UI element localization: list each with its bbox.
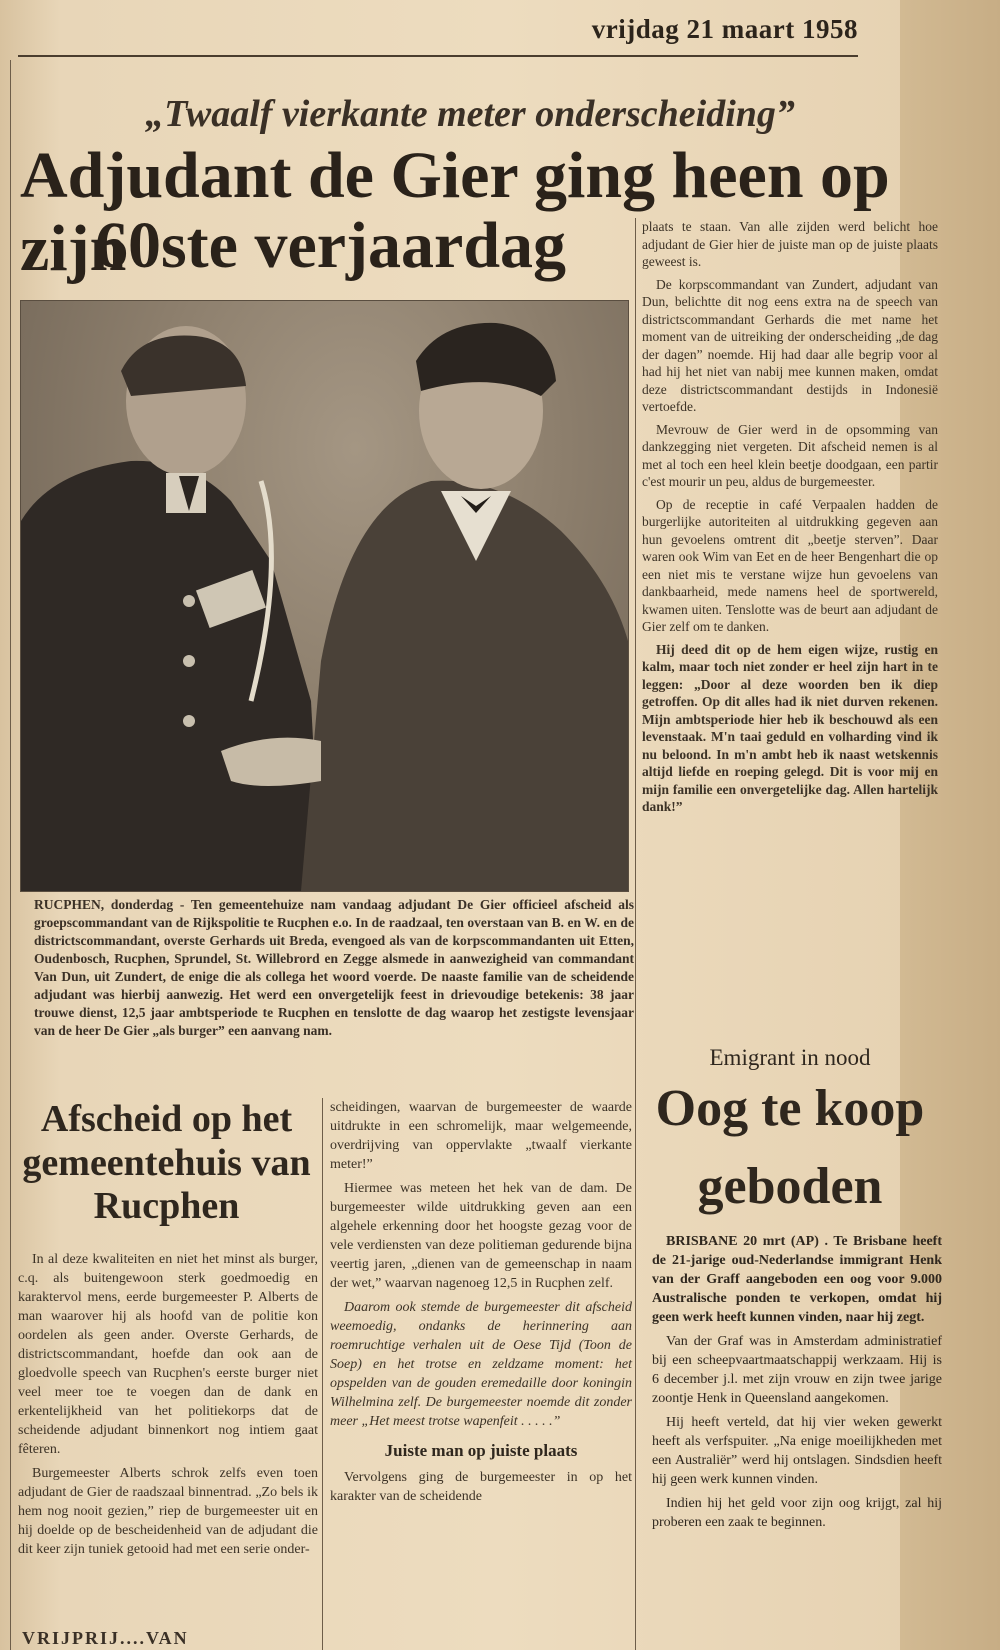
- right-column-paragraph: Mevrouw de Gier werd in de opsomming van dankzegging niet vergeten. Dit afscheid nemen is al met al toch een heel klein beetje doodgaan, een partir c'est mourir un peu, aldus de burgemeester.: [642, 421, 938, 489]
- column-rule-right: [635, 218, 636, 1650]
- officer-figure: [21, 326, 321, 891]
- side-paragraph: Hij heeft verteld, dat hij vier weken gewerkt heeft als verfspuiter. „Na enige moeilijkheden met een Australiër” werd hij ontslagen. Sindsdien heeft hij geen werk kunnen vinden.: [652, 1415, 942, 1487]
- column-2-body: [330, 1098, 632, 1511]
- bottom-stub-headline: VRIJPRIJ....VAN: [22, 1628, 189, 1648]
- column-2-subhead: Juiste man op juiste plaats: [384, 1441, 578, 1460]
- main-headline-2: 60ste verjaardag: [95, 209, 567, 282]
- right-column-quote: Hij deed dit op de hem eigen wijze, rustig en kalm, maar toch niet zonder er heel zijn hart in te leggen: „Door al deze woorden ben ik diep getroffen. Op dit alles had ik niet durven rekenen. Mijn ambtsperiode hier heb ik beschouwd als een levenstaak. M'n taai geduld en volharding vind ik nu beloond. In m'n ambt heb ik naast wetskennis altijd liefde en roeping gelegd. Dit is voor mij en mijn familie een onvergetelijke dag. Allen hartelijk dank!”: [642, 641, 938, 814]
- side-headline-2: geboden: [697, 1158, 883, 1215]
- right-column-paragraph: plaats te staan. Van alle zijden werd belicht hoe adjudant de Gier hier de juiste man op de juiste plaats geweest is.: [642, 219, 938, 269]
- right-column-paragraph: Op de receptie in café Verpaalen hadden de burgerlijke autoriteiten al uitdrukking gegeven aan hun gevoelens omtrent dit „beetje sterven”. Daar waren ook Wim van Eet en de heer Bengenhart die op een niet mis te verstane wijze hun gevoelens van dankbaarheid, mede namens heel de sportwereld, kwamen uiten. Tenslotte was de beurt aan adjudant de Gier zelf om te danken.: [642, 496, 938, 634]
- column-rule-left: [10, 60, 11, 1650]
- side-lead: BRISBANE 20 mrt (AP) . Te Brisbane heeft de 21-jarige oud-Nederlandse immigrant Henk van der Graff aangeboden een oog voor 9.000 Australische ponden te verkopen, omdat hij geen werk heeft kunnen vinden, naar hij zegt.: [652, 1234, 942, 1325]
- column-1-paragraph: Burgemeester Alberts schrok zelfs even toen adjudant de Gier de raadszaal binnentrad. „Zo bels ik hem nog nooit gezien,” riep de burgemeester uit en hij doelde op de bescheidenheid van de adjudant die dit keer zijn tuniek getooid had met een serie onder-: [18, 1466, 318, 1557]
- side-kicker: Emigrant in nood: [709, 1045, 871, 1070]
- side-headline: Oog te koop: [655, 1080, 925, 1137]
- main-headline: Adjudant de Gier ging heen op zijn: [20, 139, 890, 285]
- column-2-paragraph: scheidingen, waarvan de burgemeester de waarde uitdrukte in een schromelijk, maar welgemeende, overdrijving van oppervlakte „twaalf vierkante meter!”: [330, 1100, 632, 1172]
- right-column-body: [642, 218, 938, 821]
- photo-caption: RUCPHEN, donderdag - Ten gemeentehuize nam vandaag adjudant De Gier officieel afscheid als groepscommandant van de Rijkspolitie te Rucphen e.o. In de raadzaal, ten overstaan van B. en W. en de districtscommandant, overste Gerhards uit Breda, evengoed als van de korpscommandanten uit Etten, Oudenbosch, Rucphen, Sprundel, St. Willebrord en Zegge alsmede in aanwezigheid van commandant Van Dun, uit Zundert, de enige die als collega het woord voerde. De naaste familie van de scheidende adjudant was hierbij aanwezig. Het werd een onvergetelijk feest in drievoudige betekenis: 38 jaar trouwe dienst, 12,5 jaar ambtsperiode te Rucphen en tenslotte de dag waarop het zestigste levensjaar van de heer De Gier „als burger” een aanvang nam.: [34, 897, 634, 1038]
- column-2-italic-paragraph: Daarom ook stemde de burgemeester dit afscheid weemoedig, ondanks de herinnering aan roemruchtige verhalen uit de Oese Tijd (Toon de Soep) en het trotse en zeldzame moment: het opspelden van de gouden eremedaille door koningin Wilhelmina zelf. De burgemeester noemde dit zonder meer „Het meest trotse wapenfeit . . . . .”: [330, 1300, 632, 1429]
- column-1-paragraph: In al deze kwaliteiten en niet het minst als burger, c.q. als buitengewoon sterk goedmoedig en karaktervol mens, eerde burgemeester P. Alberts de man waarover hij als hoofd van de politie kon oordelen als geen ander. Overste Gerhards, de districtscommandant, hoefde dan ook aan de gloedvolle speech van Rucphen's eerste burger niet veel meer toe te voegen dan de dank en erkentelijkheid van het politiekorps dat de scheidende adjudant binnenkort nog intiem gaat fêteren.: [18, 1252, 318, 1457]
- date-line: vrijdag 21 maart 1958: [591, 14, 858, 44]
- news-photo: [20, 300, 629, 892]
- photo-illustration: [21, 301, 628, 891]
- side-paragraph: Van der Graf was in Amsterdam administratief bij een scheepvaartmaatschappij werkzaam. Hij is 6 december j.l. met zijn vrouw en zijn twee jarige zoontje Henk in Queensland aangekomen.: [652, 1334, 942, 1406]
- sub-headline: Afscheid op het gemeentehuis van Rucphen: [22, 1098, 311, 1228]
- column-2-paragraph: Vervolgens ging de burgemeester in op het karakter van de scheidende: [330, 1470, 632, 1504]
- side-paragraph: Indien hij het geld voor zijn oog krijgt, zal hij proberen een zaak te beginnen.: [652, 1496, 942, 1530]
- right-column-paragraph: De korpscommandant van Zundert, adjudant van Dun, belichtte dit nog eens extra na de speech van districtscommandant Gerhards die met name het moment van de uitreiking der onderscheiding „de dag der dagen” noemde. Hij had daar alle begrip voor al had hij het niet van nabij mee kunnen maken, omdat deze districtscommandant destijds in Indonesië vertoefde.: [642, 276, 938, 414]
- column-rule-middle: [322, 1098, 323, 1650]
- column-1-body: [18, 1250, 318, 1564]
- column-2-paragraph: Hiermee was meteen het hek van de dam. De burgemeester wilde uitdrukking geven aan een algehele erkenning door het hoogste gezag voor de vele verdiensten van deze politieman gedurende bijna veertig jaren, „dienen van de gemeenschap in naam der wet,” waarvan nagenoeg 12,5 in Rucphen zelf.: [330, 1181, 632, 1291]
- main-kicker: „Twaalf vierkante meter onderscheiding”: [145, 93, 795, 135]
- top-rule: [18, 55, 858, 57]
- side-body: [652, 1232, 942, 1537]
